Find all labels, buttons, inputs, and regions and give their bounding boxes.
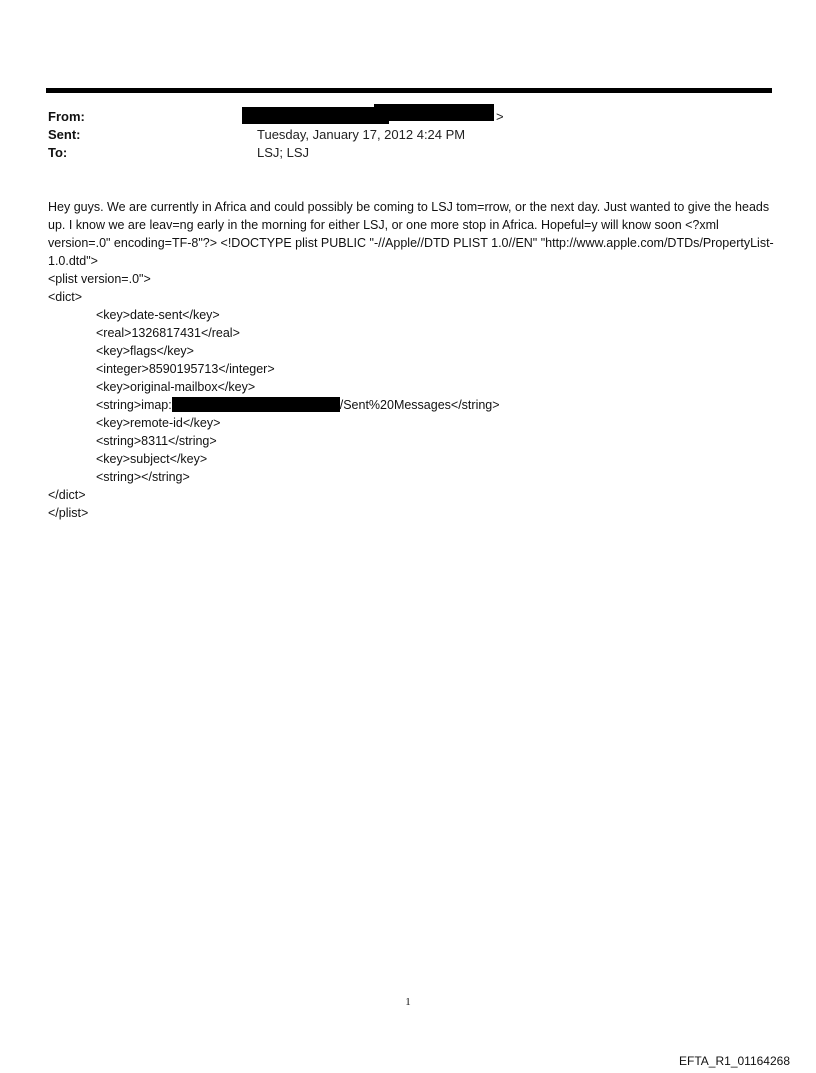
code-line: <key>flags</key> (96, 344, 194, 358)
code-line: <real>1326817431</real> (96, 326, 240, 340)
code-line: <key>remote-id</key> (96, 416, 221, 430)
redaction-bar (242, 107, 389, 124)
redaction-bar (374, 104, 494, 121)
sent-label: Sent: (48, 127, 81, 142)
message-paragraph: Hey guys. We are currently in Africa and could possibly be coming to LSJ tom=rrow, or the next day. Just wanted to give the heads up. I know we are leav=ng early in the morning for either LSJ, or one more stop in Africa. Hopeful=y will know soon <?xml version=.0" encoding=TF-8"?> <!DOCTYPE plist PUBLIC "-//Apple//DTD PLIST 1.0//EN" "http://www.apple.com/DTDs/PropertyList-1.0.dtd"> (48, 200, 774, 268)
code-line: <key>date-sent</key> (96, 308, 220, 322)
code-line: <dict> (48, 290, 83, 304)
from-label: From: (48, 109, 85, 124)
code-line: <string>8311</string> (96, 434, 217, 448)
code-line-end: /Sent%20Messages</string> (339, 398, 500, 412)
code-line: <integer>8590195713</integer> (96, 362, 275, 376)
code-line: <string></string> (96, 470, 190, 484)
to-label: To: (48, 145, 68, 160)
to-value: LSJ; LSJ (257, 145, 310, 160)
code-line-redacted (48, 396, 500, 414)
page-number: 1 (405, 996, 411, 1008)
sent-value: Tuesday, January 17, 2012 4:24 PM (257, 127, 466, 142)
header-rule (46, 88, 772, 93)
plist-code-block (48, 270, 500, 522)
code-line: </plist> (48, 506, 89, 520)
redaction-bar (172, 397, 340, 412)
from-trailing-bracket: > (496, 109, 504, 124)
bates-number: EFTA_R1_01164268 (679, 1054, 790, 1068)
code-line: <key>original-mailbox</key> (96, 380, 256, 394)
code-line-start: <string>imap: (96, 398, 172, 412)
code-line: <key>subject</key> (96, 452, 208, 466)
code-line: </dict> (48, 488, 86, 502)
code-line: <plist version=.0"> (48, 272, 151, 286)
